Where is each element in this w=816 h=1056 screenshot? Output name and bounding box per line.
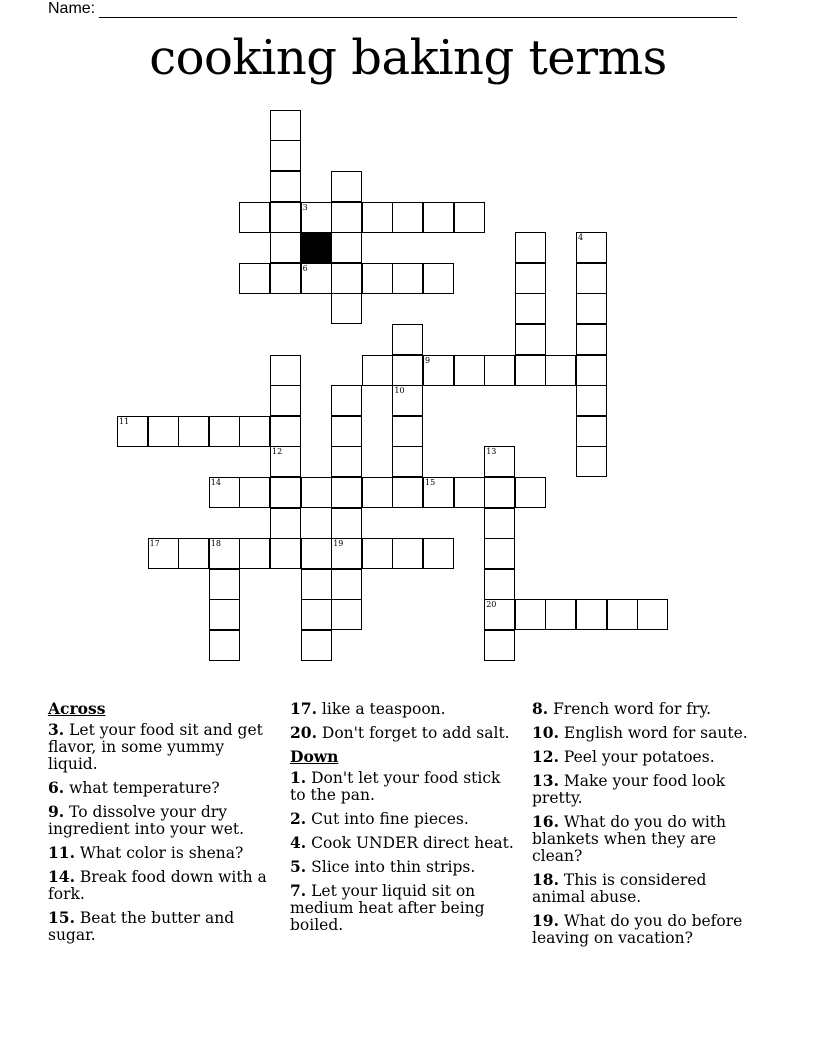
black-square	[301, 232, 332, 263]
clue-down-5: 5. Slice into thin strips.	[290, 857, 476, 876]
clue-across-17: 17. like a teaspoon.	[290, 699, 446, 718]
grid-cell[interactable]	[484, 477, 515, 508]
grid-cell[interactable]	[576, 446, 607, 477]
grid-cell[interactable]	[209, 477, 240, 508]
grid-cell[interactable]	[270, 508, 301, 539]
grid-cell[interactable]	[148, 538, 179, 569]
grid-cell[interactable]	[454, 477, 485, 508]
page-title: cooking baking terms	[149, 30, 667, 86]
grid-cell[interactable]	[484, 538, 515, 569]
grid-cell[interactable]	[392, 416, 423, 447]
grid-cell[interactable]	[331, 263, 362, 294]
clue-down-4: 4. Cook UNDER direct heat.	[290, 833, 514, 852]
grid-cell[interactable]	[515, 477, 546, 508]
grid-cell[interactable]	[362, 477, 393, 508]
grid-cell[interactable]	[331, 446, 362, 477]
clues-column-2	[290, 700, 515, 940]
grid-cell[interactable]	[576, 599, 607, 630]
grid-cell[interactable]	[484, 630, 515, 661]
clue-down-18: 18. This is considered animal abuse.	[532, 870, 707, 906]
grid-cell[interactable]	[209, 416, 240, 447]
down-heading: Down	[290, 747, 339, 766]
grid-cell[interactable]	[331, 171, 362, 202]
clue-across-6: 6. what temperature?	[48, 778, 220, 797]
grid-cell[interactable]	[239, 477, 270, 508]
grid-cell[interactable]	[454, 355, 485, 386]
grid-cell[interactable]	[484, 355, 515, 386]
grid-cell[interactable]	[178, 416, 209, 447]
grid-cell[interactable]	[331, 385, 362, 416]
grid-cell[interactable]	[209, 599, 240, 630]
clue-down-7: 7. Let your liquid sit on medium heat after being boiled.	[290, 881, 485, 934]
grid-cell[interactable]	[301, 538, 332, 569]
grid-cell[interactable]	[270, 446, 301, 477]
clue-number: 10	[394, 386, 405, 396]
grid-cell[interactable]	[484, 599, 515, 630]
grid-cell[interactable]	[392, 263, 423, 294]
grid-cell[interactable]	[423, 263, 454, 294]
clue-across-9: 9. To dissolve your dry ingredient into your wet.	[48, 802, 245, 838]
grid-cell[interactable]	[270, 171, 301, 202]
grid-cell[interactable]	[270, 110, 301, 141]
grid-cell[interactable]	[301, 263, 332, 294]
grid-cell[interactable]	[178, 538, 209, 569]
grid-cell[interactable]	[362, 202, 393, 233]
grid-cell[interactable]	[331, 293, 362, 324]
grid-cell[interactable]	[423, 355, 454, 386]
grid-cell[interactable]	[515, 232, 546, 263]
grid-cell[interactable]	[270, 355, 301, 386]
grid-cell[interactable]	[607, 599, 638, 630]
grid-cell[interactable]	[392, 202, 423, 233]
clue-number: 12	[272, 447, 283, 457]
grid-cell[interactable]	[362, 263, 393, 294]
grid-cell[interactable]	[362, 355, 393, 386]
clue-down-2: 2. Cut into fine pieces.	[290, 809, 469, 828]
clue-down-10: 10. English word for saute.	[532, 723, 748, 742]
grid-cell[interactable]	[209, 538, 240, 569]
grid-cell[interactable]	[209, 630, 240, 661]
grid-cell[interactable]	[392, 477, 423, 508]
grid-cell[interactable]	[454, 202, 485, 233]
grid-cell[interactable]	[515, 263, 546, 294]
grid-cell[interactable]	[392, 385, 423, 416]
grid-cell[interactable]	[331, 416, 362, 447]
grid-cell[interactable]	[576, 263, 607, 294]
clue-number: 17	[149, 539, 160, 549]
grid-cell[interactable]	[637, 599, 668, 630]
grid-cell[interactable]	[545, 355, 576, 386]
grid-cell[interactable]	[239, 202, 270, 233]
grid-cell[interactable]	[117, 416, 148, 447]
clue-number: 4	[578, 233, 584, 243]
clue-number: 20	[486, 600, 497, 610]
grid-cell[interactable]	[484, 508, 515, 539]
grid-cell[interactable]	[392, 446, 423, 477]
grid-cell[interactable]	[270, 140, 301, 171]
clue-number: 3	[302, 202, 308, 212]
grid-cell[interactable]	[270, 232, 301, 263]
grid-cell[interactable]	[331, 477, 362, 508]
grid-cell[interactable]	[331, 202, 362, 233]
grid-cell[interactable]	[423, 202, 454, 233]
clue-number: 11	[119, 416, 130, 426]
grid-cell[interactable]	[545, 599, 576, 630]
name-label: Name:	[48, 0, 96, 17]
grid-cell[interactable]	[209, 569, 240, 600]
clues-column-1	[48, 700, 273, 950]
grid-cell[interactable]	[331, 538, 362, 569]
grid-cell[interactable]	[270, 416, 301, 447]
grid-cell[interactable]	[270, 477, 301, 508]
clues-column-3	[532, 700, 757, 953]
grid-cell[interactable]	[484, 446, 515, 477]
clue-number: 14	[210, 478, 221, 487]
grid-cell[interactable]	[270, 538, 301, 569]
grid-cell[interactable]	[270, 385, 301, 416]
clue-down-16: 16. What do you do with blankets when they are clean?	[532, 812, 727, 865]
clue-down-19: 19. What do you do before leaving on vacation?	[532, 911, 743, 947]
clue-across-14: 14. Break food down with a fork.	[48, 867, 267, 903]
grid-cell[interactable]	[576, 232, 607, 263]
grid-cell[interactable]	[392, 324, 423, 355]
grid-cell[interactable]	[331, 232, 362, 263]
clue-down-1: 1. Don't let your food stick to the pan.	[290, 768, 501, 804]
clue-number: 19	[333, 539, 344, 549]
grid-cell[interactable]	[484, 569, 515, 600]
grid-cell[interactable]	[301, 202, 332, 233]
clue-number: 13	[486, 447, 497, 457]
clue-across-11: 11. What color is shena?	[48, 843, 244, 862]
grid-cell[interactable]	[576, 385, 607, 416]
grid-cell[interactable]	[423, 477, 454, 508]
grid-cell[interactable]	[270, 263, 301, 294]
grid-cell[interactable]	[301, 569, 332, 600]
grid-cell[interactable]	[301, 477, 332, 508]
grid-cell[interactable]	[515, 355, 546, 386]
grid-cell[interactable]	[576, 355, 607, 386]
clue-down-13: 13. Make your food look pretty.	[532, 771, 726, 807]
grid-cell[interactable]	[576, 324, 607, 355]
grid-cell[interactable]	[239, 263, 270, 294]
grid-cell[interactable]	[270, 202, 301, 233]
across-heading: Across	[48, 699, 106, 718]
clue-across-3: 3. Let your food sit and get flavor, in some yummy liquid.	[48, 720, 263, 773]
clue-number: 6	[302, 263, 308, 273]
clue-number: 15	[425, 478, 436, 487]
grid-cell[interactable]	[301, 599, 332, 630]
clue-across-15: 15. Beat the butter and sugar.	[48, 908, 235, 944]
grid-cell[interactable]	[239, 416, 270, 447]
grid-cell[interactable]	[576, 416, 607, 447]
clue-number: 18	[210, 539, 221, 549]
grid-cell[interactable]	[362, 538, 393, 569]
grid-cell[interactable]	[515, 324, 546, 355]
grid-cell[interactable]	[148, 416, 179, 447]
grid-cell[interactable]	[515, 293, 546, 324]
grid-cell[interactable]	[239, 538, 270, 569]
grid-cell[interactable]	[576, 293, 607, 324]
clue-down-12: 12. Peel your potatoes.	[532, 747, 715, 766]
grid-cell[interactable]	[301, 630, 332, 661]
clue-across-20: 20. Don't forget to add salt.	[290, 723, 510, 742]
grid-cell[interactable]	[331, 599, 362, 630]
grid-cell[interactable]	[392, 538, 423, 569]
grid-cell[interactable]	[331, 569, 362, 600]
grid-cell[interactable]	[392, 355, 423, 386]
clue-number: 9	[425, 355, 431, 365]
grid-cell[interactable]	[515, 599, 546, 630]
clue-down-8: 8. French word for fry.	[532, 699, 712, 718]
grid-cell[interactable]	[423, 538, 454, 569]
grid-cell[interactable]	[331, 508, 362, 539]
